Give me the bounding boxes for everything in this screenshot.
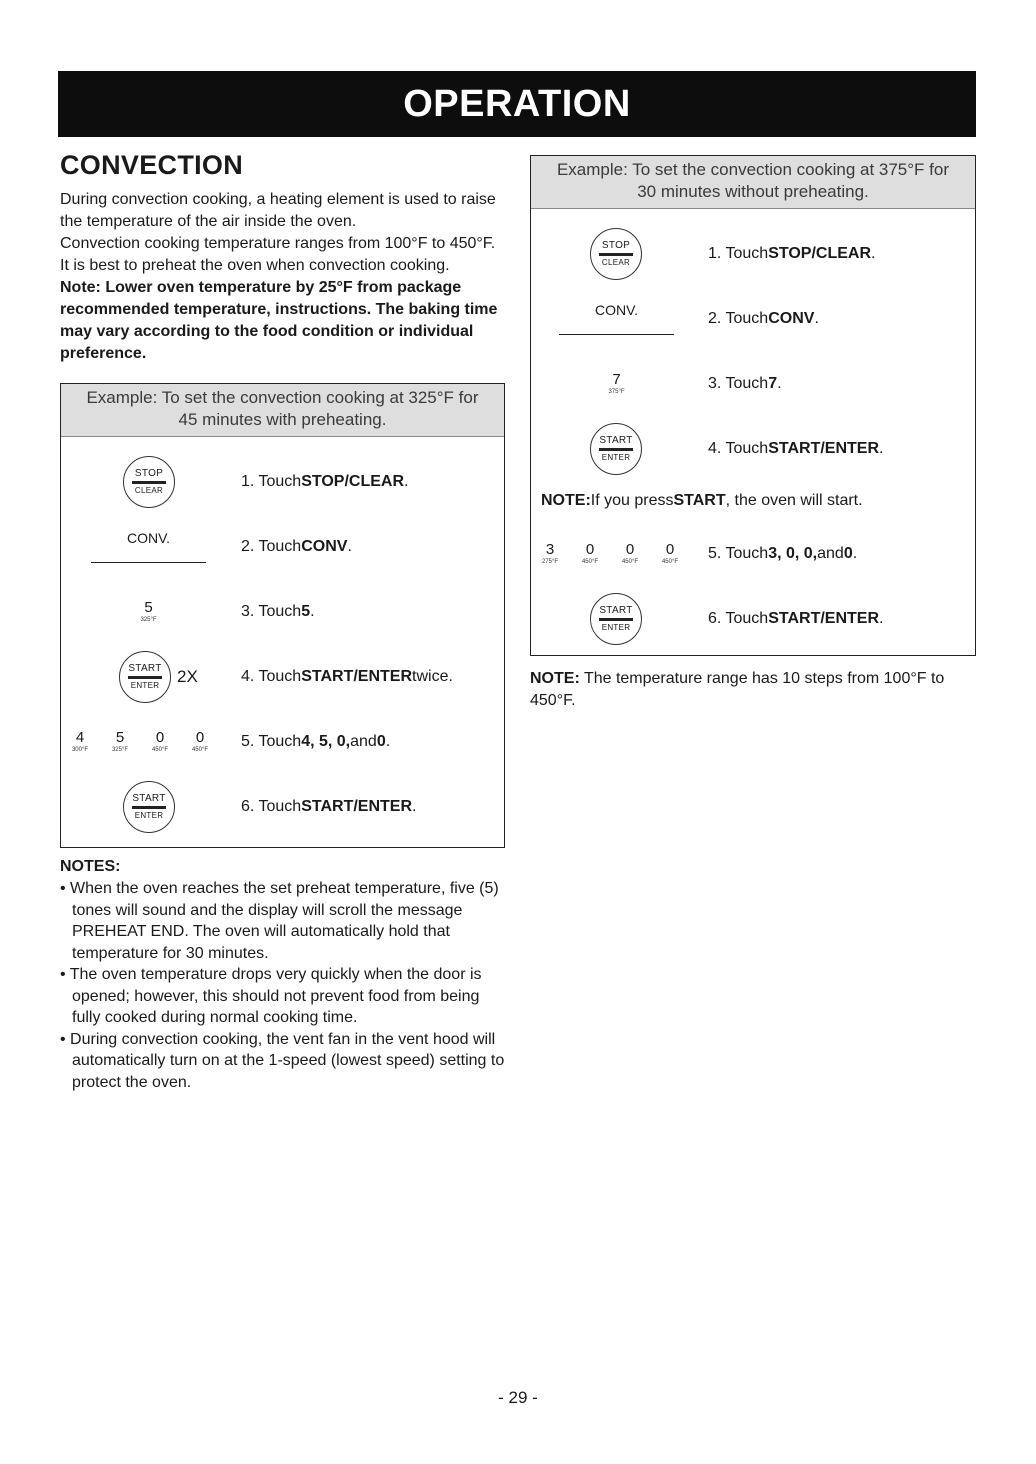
intro-paragraph: It is best to preheat the oven when convection cooking. [60, 257, 450, 274]
step-text: 5. Touch 4, 5, 0, and 0 . [241, 732, 391, 750]
step-4 [61, 644, 504, 709]
press-twice-mark: 2X [177, 666, 198, 686]
step-text: 4. Touch START/ENTER twice. [241, 667, 453, 685]
step-text: 4. Touch START/ENTER . [708, 439, 884, 457]
intro-paragraph: Convection cooking temperature ranges from 100°F to 450°F. [60, 235, 496, 252]
stop-clear-key[interactable]: STOP CLEAR [123, 456, 175, 508]
step-5 [61, 709, 504, 774]
temperature-range-note: NOTE: The temperature range has 10 steps from 100°F to 450°F. [530, 670, 945, 709]
note-item: • The oven temperature drops very quickly when the door is opened; however, this should not prevent food from being fully cooked during normal cooking time. [60, 966, 482, 1026]
step-text: 1. Touch STOP/CLEAR . [708, 244, 876, 262]
number-key-row [65, 730, 215, 754]
note-item: • When the oven reaches the set preheat temperature, five (5) tones will sound and the display will scroll the message PREHEAT END. The oven will automatically hold that temperature for 30 minutes. [60, 880, 499, 962]
number-key-5[interactable]: 5 325°F [140, 598, 157, 623]
right-column [530, 155, 976, 712]
intro-note: Note: Lower oven temperature by 25°F from package recommended temperature, instructions. The baking time may vary according to the food condition or individual preference. [60, 279, 498, 362]
step-4 [531, 416, 975, 481]
example-with-preheating [60, 383, 505, 848]
step-6 [61, 774, 504, 839]
page-number: - 29 - [498, 1388, 538, 1407]
step-3 [531, 351, 975, 416]
notes-title: NOTES: [60, 858, 121, 875]
intro-text [60, 189, 505, 365]
step-text: 6. Touch START/ENTER . [708, 609, 884, 627]
intro-paragraph: During convection cooking, a heating element is used to raise the temperature of the air inside the oven. [60, 191, 496, 230]
conv-key[interactable]: CONV. [91, 530, 206, 564]
banner-title: OPERATION [403, 83, 631, 125]
number-key[interactable]: 0 450°F [661, 540, 679, 565]
example-without-preheating [530, 155, 976, 656]
step-5 [531, 521, 975, 586]
start-enter-key[interactable]: START ENTER [123, 781, 175, 833]
step-text: 6. Touch START/ENTER . [241, 797, 417, 815]
number-key[interactable]: 0 450°F [621, 540, 639, 565]
step-2 [531, 286, 975, 351]
example-header: Example: To set the convection cooking at 325°F for 45 minutes with preheating. [61, 384, 504, 437]
number-key-7[interactable]: 7 375°F [608, 370, 625, 395]
stop-clear-key[interactable]: STOP CLEAR [590, 228, 642, 280]
notes-list [60, 878, 505, 1093]
step-1 [61, 449, 504, 514]
step-1 [531, 221, 975, 286]
step-text: 3. Touch 5 . [241, 602, 315, 620]
start-enter-key[interactable]: START ENTER [590, 593, 642, 645]
step-6 [531, 586, 975, 651]
number-key[interactable]: 5 325°F [111, 728, 129, 753]
section-title: CONVECTION [60, 150, 244, 180]
conv-key[interactable]: CONV. [559, 302, 674, 336]
step-2 [61, 514, 504, 579]
step-3 [61, 579, 504, 644]
number-key[interactable]: 0 450°F [581, 540, 599, 565]
step-text: 1. Touch STOP/CLEAR . [241, 472, 409, 490]
step-text: 5. Touch 3, 0, 0, and 0 . [708, 544, 858, 562]
number-key[interactable]: 3 275°F [541, 540, 559, 565]
example-header: Example: To set the convection cooking at 375°F for 30 minutes without preheating. [531, 156, 975, 209]
number-key[interactable]: 0 450°F [191, 728, 209, 753]
start-enter-key[interactable]: START ENTER [590, 423, 642, 475]
left-column [60, 150, 505, 1093]
number-key-row [535, 542, 685, 566]
step-text: 3. Touch 7 . [708, 374, 782, 392]
number-key[interactable]: 4 300°F [71, 728, 89, 753]
step-text: 2. Touch CONV . [241, 537, 352, 555]
start-note: NOTE: If you press START , the oven will start. [541, 492, 863, 509]
number-key[interactable]: 0 450°F [151, 728, 169, 753]
note-item: • During convection cooking, the vent fan in the vent hood will automatically turn on at the 1-speed (lowest speed) setting to protect the oven. [60, 1030, 505, 1091]
start-enter-key[interactable]: START ENTER [119, 651, 171, 703]
page-banner [58, 71, 976, 137]
step-text: 2. Touch CONV . [708, 309, 819, 327]
